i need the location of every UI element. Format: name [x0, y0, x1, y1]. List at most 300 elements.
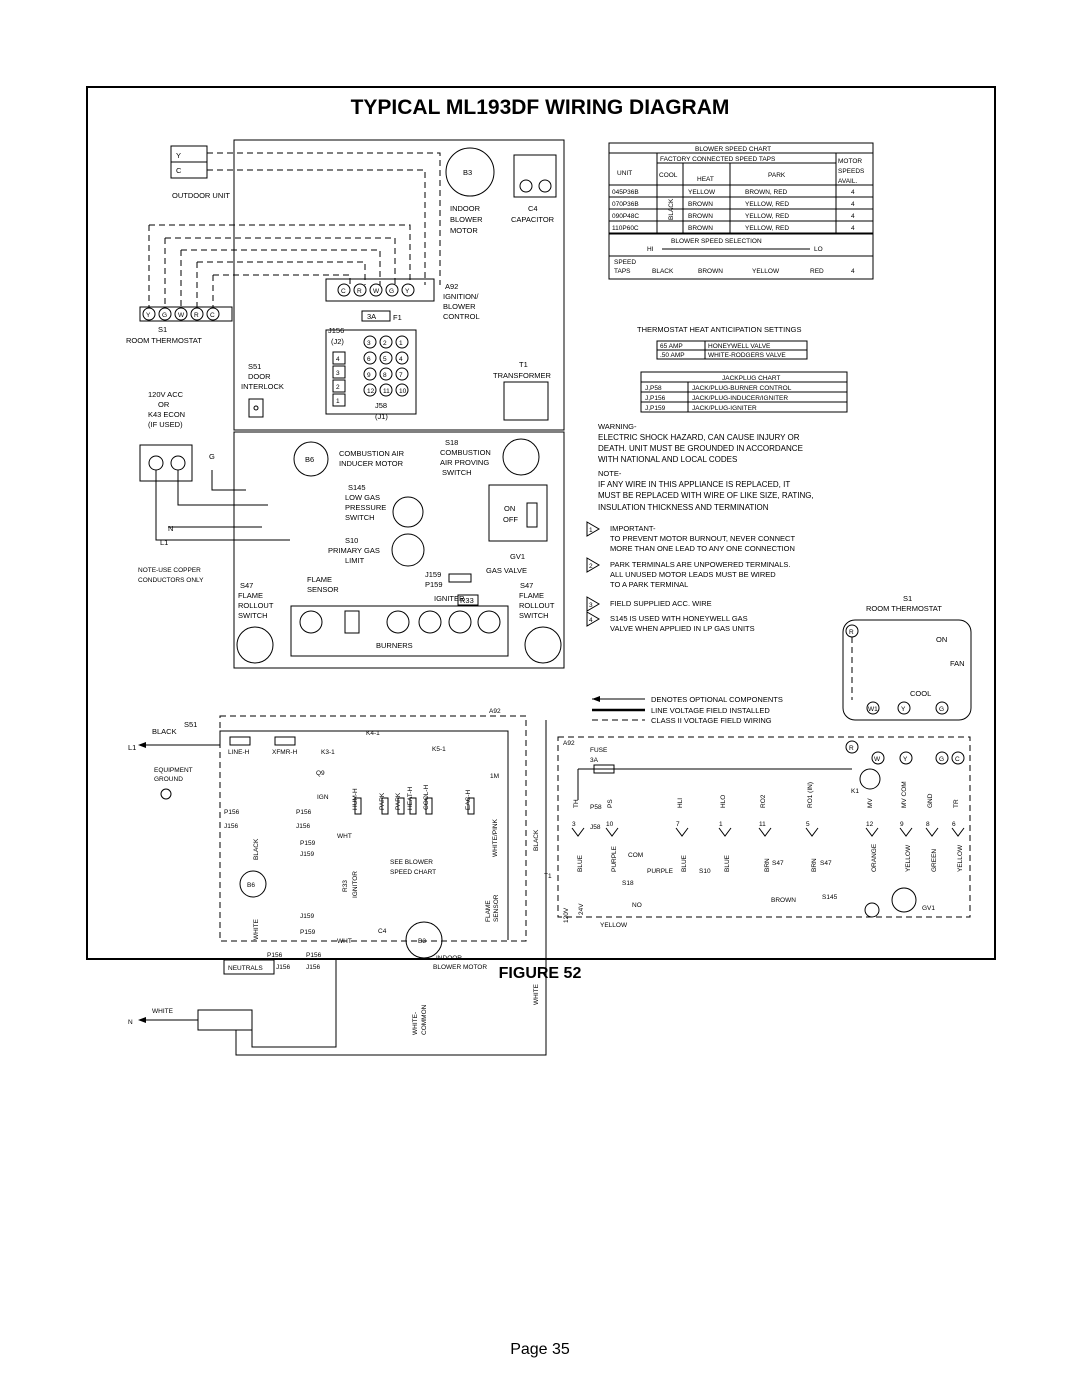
connector [952, 828, 964, 836]
control-pin: 6 [952, 821, 956, 828]
svg-text:FLAME: FLAME [307, 575, 333, 584]
svg-text:J156: J156 [276, 964, 291, 971]
svg-text:S47: S47 [820, 860, 832, 867]
svg-text:Y: Y [176, 151, 182, 160]
svg-text:IF ANY WIRE IN THIS APPLIANCE: IF ANY WIRE IN THIS APPLIANCE IS REPLACED, IT [598, 480, 791, 489]
plug-pin-label: 3 [367, 340, 371, 347]
control-terminal-label: R [357, 288, 362, 295]
svg-text:OR: OR [158, 400, 170, 409]
svg-text:P159: P159 [300, 840, 316, 847]
svg-text:FACTORY CONNECTED SPEED TAPS: FACTORY CONNECTED SPEED TAPS [660, 156, 776, 163]
svg-text:Q9: Q9 [316, 770, 325, 777]
svg-text:P156: P156 [267, 952, 283, 959]
chart-park: YELLOW, RED [745, 201, 790, 208]
burner-assembly [237, 570, 561, 663]
line-legend [592, 695, 783, 725]
svg-text:PURPLE: PURPLE [647, 868, 674, 875]
svg-text:R: R [849, 745, 854, 752]
chart-heat: YELLOW [688, 189, 716, 196]
svg-text:CONTROL: CONTROL [443, 312, 480, 321]
svg-text:W: W [874, 756, 881, 763]
svg-text:J,P159: J,P159 [645, 405, 666, 412]
svg-text:J156: J156 [296, 823, 311, 830]
svg-text:B6: B6 [247, 882, 255, 889]
control-terminal-label: TH [573, 799, 580, 808]
chart-park: BROWN, RED [745, 189, 788, 196]
svg-text:ON: ON [504, 504, 516, 513]
figure-caption: FIGURE 52 [498, 965, 582, 982]
svg-text:G: G [939, 756, 945, 763]
jack-pin-label: 1 [336, 398, 340, 405]
svg-text:WHITE: WHITE [152, 1008, 173, 1015]
svg-text:CAPACITOR: CAPACITOR [511, 215, 555, 224]
svg-text:SEE BLOWER: SEE BLOWER [390, 859, 433, 866]
svg-text:A92: A92 [563, 740, 575, 747]
control-terminal-label: HLO [720, 794, 727, 808]
svg-text:HEAT: HEAT [697, 176, 714, 183]
svg-text:F1: F1 [393, 313, 402, 322]
svg-text:WARNING-: WARNING- [598, 422, 637, 431]
svg-text:HONEYWELL VALVE: HONEYWELL VALVE [708, 343, 771, 350]
svg-text:BLOWER SPEED CHART: BLOWER SPEED CHART [695, 146, 772, 153]
chart-unit: 045P36B [612, 189, 639, 196]
note-line: ALL UNUSED MOTOR LEADS MUST BE WIRED [610, 570, 776, 579]
control-pin: 12 [866, 821, 874, 828]
tap-label: BLACK [652, 268, 674, 275]
svg-text:S10: S10 [699, 868, 711, 875]
note-number: 4 [589, 617, 593, 624]
svg-text:S145: S145 [822, 894, 838, 901]
svg-text:ROLLOUT: ROLLOUT [238, 601, 274, 610]
svg-text:C: C [176, 166, 182, 175]
svg-text:P156: P156 [296, 809, 312, 816]
field-wiring [149, 153, 440, 307]
wire-label: BRN [764, 858, 771, 872]
plug-pin-label: 8 [383, 372, 387, 379]
ladder-terminal-label: HEAT-H [407, 786, 414, 810]
jack-pin-label: 3 [336, 370, 340, 377]
svg-text:TRANSFORMER: TRANSFORMER [493, 371, 551, 380]
control-terminal-label: MV [867, 798, 874, 808]
svg-text:S47: S47 [772, 860, 784, 867]
svg-text:NOTE-: NOTE- [598, 469, 622, 478]
svg-text:G: G [209, 452, 215, 461]
ladder-terminal-label: COOL-H [423, 784, 430, 810]
svg-text:BLACK: BLACK [668, 198, 675, 220]
svg-text:SPEEDS: SPEEDS [838, 168, 865, 175]
svg-text:P156: P156 [306, 952, 322, 959]
svg-text:BLOWER MOTOR: BLOWER MOTOR [433, 964, 488, 971]
svg-text:S145: S145 [348, 483, 366, 492]
svg-text:TAPS: TAPS [614, 268, 631, 275]
wire-label: BLUE [577, 855, 584, 872]
svg-text:L1: L1 [160, 538, 169, 547]
svg-text:J,P156: J,P156 [645, 395, 666, 402]
chart-heat: BROWN [688, 225, 713, 232]
svg-text:DENOTES OPTIONAL COMPONENTS: DENOTES OPTIONAL COMPONENTS [651, 695, 783, 704]
control-terminal-label: W [373, 288, 380, 295]
svg-text:IGNITOR: IGNITOR [352, 871, 359, 898]
diagram-title: TYPICAL ML193DF WIRING DIAGRAM [350, 96, 730, 119]
svg-text:J58: J58 [590, 824, 601, 831]
svg-text:T1: T1 [519, 360, 528, 369]
chart-unit: 090P48C [612, 213, 640, 220]
control-pin: 10 [606, 821, 614, 828]
note-line: IMPORTANT- [610, 524, 656, 533]
svg-text:BLACK: BLACK [533, 829, 540, 851]
room-thermostat-strip [126, 307, 232, 345]
svg-text:L1: L1 [128, 743, 137, 752]
svg-text:G: G [939, 706, 945, 713]
svg-text:INDUCER MOTOR: INDUCER MOTOR [339, 459, 404, 468]
chart-speeds: 4 [851, 201, 855, 208]
svg-text:CLASS II VOLTAGE FIELD WIRING: CLASS II VOLTAGE FIELD WIRING [651, 716, 772, 725]
svg-text:GAS VALVE: GAS VALVE [486, 566, 527, 575]
svg-text:K5-1: K5-1 [432, 746, 446, 753]
svg-text:PARK: PARK [768, 172, 786, 179]
svg-text:C4: C4 [528, 204, 538, 213]
ladder-terminal-label: EAC-H [465, 789, 472, 810]
outdoor-unit-label: OUTDOOR UNIT [172, 191, 230, 200]
control-terminal-label: GND [927, 793, 934, 808]
svg-text:BLOWER: BLOWER [443, 302, 476, 311]
svg-text:J159: J159 [300, 851, 315, 858]
tap-label: 4 [851, 268, 855, 275]
plug-pin-label: 12 [367, 388, 375, 395]
note-line: TO A PARK TERMINAL [610, 580, 689, 589]
svg-text:WHT: WHT [337, 833, 352, 840]
svg-text:LINE-H: LINE-H [228, 749, 250, 756]
svg-text:K3-1: K3-1 [321, 749, 335, 756]
svg-text:Y: Y [901, 706, 906, 713]
ignition-blower-control [326, 279, 480, 421]
wire-label: YELLOW [905, 844, 912, 872]
svg-text:J156: J156 [224, 823, 239, 830]
svg-text:IGNITION/: IGNITION/ [443, 292, 479, 301]
note-number: 3 [589, 602, 593, 609]
svg-text:SWITCH: SWITCH [238, 611, 268, 620]
svg-text:ON: ON [936, 635, 948, 644]
note-line: PARK TERMINALS ARE UNPOWERED TERMINALS. [610, 560, 791, 569]
note-number: 1 [589, 527, 593, 534]
svg-text:SWITCH: SWITCH [519, 611, 549, 620]
chart-heat: BROWN [688, 213, 713, 220]
svg-text:S47: S47 [520, 581, 534, 590]
svg-text:J156: J156 [306, 964, 321, 971]
svg-text:UNIT: UNIT [617, 170, 633, 177]
connector [900, 828, 912, 836]
chart-park: YELLOW, RED [745, 225, 790, 232]
numbered-notes [587, 522, 795, 633]
jack-pin-label: 2 [336, 384, 340, 391]
svg-text:B3: B3 [418, 938, 426, 945]
door-interlock [241, 362, 284, 417]
connector [866, 828, 878, 836]
chart-speeds: 4 [851, 213, 855, 220]
svg-text:B6: B6 [305, 455, 315, 464]
svg-text:DEATH. UNIT MUST BE GROUNDED I: DEATH. UNIT MUST BE GROUNDED IN ACCORDANCE [598, 444, 803, 453]
svg-text:.50 AMP: .50 AMP [660, 352, 685, 359]
svg-text:CONDUCTORS ONLY: CONDUCTORS ONLY [138, 577, 204, 584]
svg-text:S18: S18 [445, 438, 459, 447]
svg-text:SENSOR: SENSOR [307, 585, 339, 594]
svg-text:J,P58: J,P58 [645, 385, 662, 392]
svg-text:SWITCH: SWITCH [442, 468, 472, 477]
svg-text:LIMIT: LIMIT [345, 556, 365, 565]
ladder-terminal-label: PARK [379, 792, 386, 810]
svg-text:WHITE-: WHITE- [412, 1011, 419, 1035]
note-line: TO PREVENT MOTOR BURNOUT, NEVER CONNECT [610, 534, 796, 543]
svg-text:WHITE: WHITE [253, 919, 260, 940]
control-terminal-label: MV COM [901, 781, 908, 808]
svg-text:J159: J159 [300, 913, 315, 920]
chart-heat: BROWN [688, 201, 713, 208]
svg-text:BLACK: BLACK [253, 838, 260, 860]
svg-text:W1: W1 [868, 706, 878, 713]
svg-text:S10: S10 [345, 536, 359, 545]
control-pin: 8 [926, 821, 930, 828]
svg-text:DOOR: DOOR [248, 372, 271, 381]
control-terminal-label: HLI [677, 797, 684, 808]
svg-text:JACK/PLUG-INDUCER/IGNITER: JACK/PLUG-INDUCER/IGNITER [692, 395, 789, 402]
svg-text:NOTE-USE COPPER: NOTE-USE COPPER [138, 567, 201, 574]
svg-text:THERMOSTAT HEAT ANTICIPATION S: THERMOSTAT HEAT ANTICIPATION SETTINGS [637, 325, 802, 334]
svg-text:PRIMARY GAS: PRIMARY GAS [328, 546, 380, 555]
svg-text:COMBUSTION AIR: COMBUSTION AIR [339, 449, 405, 458]
svg-text:S51: S51 [248, 362, 262, 371]
svg-text:EQUIPMENT: EQUIPMENT [154, 767, 193, 774]
note-line: VALVE WHEN APPLIED IN LP GAS UNITS [610, 624, 755, 633]
connector [572, 828, 584, 836]
svg-text:LO: LO [814, 246, 823, 253]
chart-unit: 110P60C [612, 225, 639, 232]
plug-pin-label: 10 [399, 388, 407, 395]
svg-text:R33: R33 [342, 880, 349, 892]
chart-unit: 070P36B [612, 201, 639, 208]
svg-text:FAN: FAN [950, 659, 965, 668]
svg-text:NO: NO [632, 902, 642, 909]
svg-text:K43 ECON: K43 ECON [148, 410, 186, 419]
svg-text:COOL: COOL [910, 689, 932, 698]
svg-text:GV1: GV1 [922, 905, 936, 912]
svg-text:COMBUSTION: COMBUSTION [440, 448, 491, 457]
plug-pin-label: 2 [383, 340, 387, 347]
svg-text:24V: 24V [578, 903, 585, 915]
svg-text:ELECTRIC SHOCK HAZARD, CAN CAU: ELECTRIC SHOCK HAZARD, CAN CAUSE INJURY OR [598, 433, 800, 442]
plug-pin-label: 9 [367, 372, 371, 379]
transformer [493, 360, 552, 420]
svg-text:LINE VOLTAGE FIELD INSTALLED: LINE VOLTAGE FIELD INSTALLED [651, 706, 770, 715]
control-pin: 3 [572, 821, 576, 828]
plug-pin-label: 11 [383, 388, 390, 395]
control-pin: 5 [806, 821, 810, 828]
svg-text:JACK/PLUG-IGNITER: JACK/PLUG-IGNITER [692, 405, 757, 412]
control-terminal-label: Y [405, 288, 410, 295]
svg-text:FLAME: FLAME [238, 591, 264, 600]
note-line: FIELD SUPPLIED ACC. WIRE [610, 599, 712, 608]
plug-pin-label: 5 [383, 356, 387, 363]
svg-text:B3: B3 [463, 168, 473, 177]
wire-label: GREEN [931, 848, 938, 872]
svg-text:WITH NATIONAL AND LOCAL CODES: WITH NATIONAL AND LOCAL CODES [598, 455, 738, 464]
svg-text:BLACK: BLACK [152, 727, 177, 736]
svg-text:WHITE-RODGERS VALVE: WHITE-RODGERS VALVE [708, 352, 786, 359]
blower-motor [446, 148, 494, 235]
svg-text:FLAME: FLAME [519, 591, 545, 600]
warning-text [598, 422, 814, 512]
svg-text:JACKPLUG CHART: JACKPLUG CHART [722, 375, 781, 382]
svg-text:COM: COM [628, 852, 644, 859]
svg-text:BURNERS: BURNERS [376, 641, 413, 650]
svg-text:BROWN: BROWN [771, 897, 796, 904]
svg-text:120V: 120V [563, 907, 570, 923]
svg-text:S51: S51 [184, 720, 198, 729]
thermostat-terminal-label: Y [146, 312, 151, 319]
svg-text:BLOWER SPEED SELECTION: BLOWER SPEED SELECTION [671, 238, 762, 245]
svg-text:NEUTRALS: NEUTRALS [228, 965, 263, 972]
svg-text:IGN: IGN [317, 794, 329, 801]
svg-text:(J2): (J2) [331, 337, 344, 346]
svg-text:AVAIL.: AVAIL. [838, 178, 858, 185]
svg-text:IGNITER: IGNITER [434, 594, 465, 603]
svg-text:C: C [955, 756, 960, 763]
control-terminal-label: RO2 [760, 794, 767, 808]
svg-text:A92: A92 [489, 708, 501, 715]
svg-text:YELLOW: YELLOW [600, 922, 628, 929]
svg-text:C4: C4 [378, 928, 387, 935]
svg-text:S1: S1 [158, 325, 168, 334]
svg-text:COMMON: COMMON [421, 1004, 428, 1035]
svg-text:SPEED CHART: SPEED CHART [390, 869, 437, 876]
svg-text:J156: J156 [328, 326, 345, 335]
control-terminal-label: G [389, 288, 395, 295]
control-pin: 11 [759, 821, 766, 828]
capacitor [511, 155, 556, 224]
ladder-schematic [128, 708, 546, 1055]
svg-text:PRESSURE: PRESSURE [345, 503, 387, 512]
plug-pin-label: 7 [399, 372, 403, 379]
svg-text:WHT: WHT [337, 938, 352, 945]
svg-text:3A: 3A [590, 757, 598, 764]
svg-text:MOTOR: MOTOR [838, 158, 863, 165]
outdoor-unit [171, 146, 230, 200]
svg-text:MOTOR: MOTOR [450, 226, 478, 235]
svg-text:3A: 3A [367, 312, 377, 321]
jackplug-chart [641, 372, 847, 412]
svg-text:AIR PROVING: AIR PROVING [440, 458, 490, 467]
svg-text:Y: Y [903, 756, 908, 763]
svg-text:ROLLOUT: ROLLOUT [519, 601, 555, 610]
svg-text:INDOOR: INDOOR [450, 204, 480, 213]
svg-text:65 AMP: 65 AMP [660, 343, 683, 350]
svg-text:SPEED: SPEED [614, 259, 637, 266]
wire-label: BLUE [681, 855, 688, 872]
svg-text:COOL: COOL [659, 172, 678, 179]
jack-pin-label: 4 [336, 356, 340, 363]
control-terminal-label: PS [607, 799, 614, 808]
svg-text:J159: J159 [425, 570, 442, 579]
svg-text:BLOWER: BLOWER [450, 215, 483, 224]
wire-label: YELLOW [957, 844, 964, 872]
svg-text:120V ACC: 120V ACC [148, 390, 184, 399]
svg-text:INDOOR: INDOOR [436, 955, 462, 962]
control-terminal-label: TR [953, 799, 960, 808]
svg-text:GV1: GV1 [510, 552, 526, 561]
svg-text:S47: S47 [240, 581, 254, 590]
thermostat-terminal-label: C [210, 312, 215, 319]
connector [759, 828, 771, 836]
svg-text:R: R [849, 629, 854, 636]
svg-text:P159: P159 [300, 929, 316, 936]
chart-park: YELLOW, RED [745, 213, 790, 220]
wire-label: BRN [811, 858, 818, 872]
svg-text:1M: 1M [490, 773, 500, 780]
svg-text:ROOM THERMOSTAT: ROOM THERMOSTAT [866, 604, 942, 613]
connector [606, 828, 618, 836]
svg-text:J58: J58 [375, 401, 388, 410]
svg-text:N: N [128, 1019, 133, 1026]
control-pin: 1 [719, 821, 723, 828]
svg-text:N: N [168, 524, 174, 533]
wire-label: PURPLE [611, 845, 618, 872]
control-terminal-label: RO1 (IN) [807, 782, 814, 808]
thermostat-terminal-label: G [162, 312, 168, 319]
svg-text:WHITE/PINK: WHITE/PINK [492, 819, 499, 857]
svg-text:S1: S1 [903, 594, 913, 603]
svg-text:SENSOR: SENSOR [493, 894, 500, 922]
chart-speeds: 4 [851, 189, 855, 196]
svg-text:(IF USED): (IF USED) [148, 420, 183, 429]
ladder-terminal-label: PARK [395, 792, 402, 810]
svg-text:LOW GAS: LOW GAS [345, 493, 381, 502]
svg-text:GROUND: GROUND [154, 776, 183, 783]
connector [806, 828, 818, 836]
connector [676, 828, 688, 836]
svg-text:K1: K1 [851, 788, 859, 795]
svg-text:WHITE: WHITE [533, 984, 540, 1005]
svg-text:ROOM THERMOSTAT: ROOM THERMOSTAT [126, 336, 202, 345]
note-number: 2 [589, 563, 593, 570]
tap-label: YELLOW [752, 268, 780, 275]
tap-label: BROWN [698, 268, 723, 275]
wire-label: ORANGE [871, 843, 878, 872]
tap-label: RED [810, 268, 824, 275]
thermostat-terminal-label: R [194, 312, 199, 319]
svg-text:T1: T1 [544, 873, 552, 880]
svg-text:P58: P58 [590, 804, 602, 811]
svg-text:R33: R33 [460, 596, 474, 605]
note-line: MORE THAN ONE LEAD TO ANY ONE CONNECTION [610, 544, 795, 553]
svg-text:MUST BE REPLACED WITH WIRE OF: MUST BE REPLACED WITH WIRE OF LIKE SIZE, RATING, [598, 491, 814, 500]
connector [719, 828, 731, 836]
combustion-section [294, 438, 547, 575]
svg-text:K4-1: K4-1 [366, 730, 380, 737]
accessory-terminals [138, 390, 290, 584]
svg-text:OFF: OFF [503, 515, 518, 524]
heat-anticipation-table [637, 325, 807, 359]
svg-text:HI: HI [647, 246, 654, 253]
svg-text:INTERLOCK: INTERLOCK [241, 382, 284, 391]
control-terminal-label: C [341, 288, 346, 295]
svg-text:(J1): (J1) [375, 412, 388, 421]
wire-label: BLUE [724, 855, 731, 872]
svg-text:A92: A92 [445, 282, 459, 291]
blower-speed-chart [609, 143, 873, 279]
svg-text:FUSE: FUSE [590, 747, 608, 754]
plug-pin-label: 4 [399, 356, 403, 363]
plug-pin-label: 6 [367, 356, 371, 363]
svg-text:P156: P156 [224, 809, 240, 816]
